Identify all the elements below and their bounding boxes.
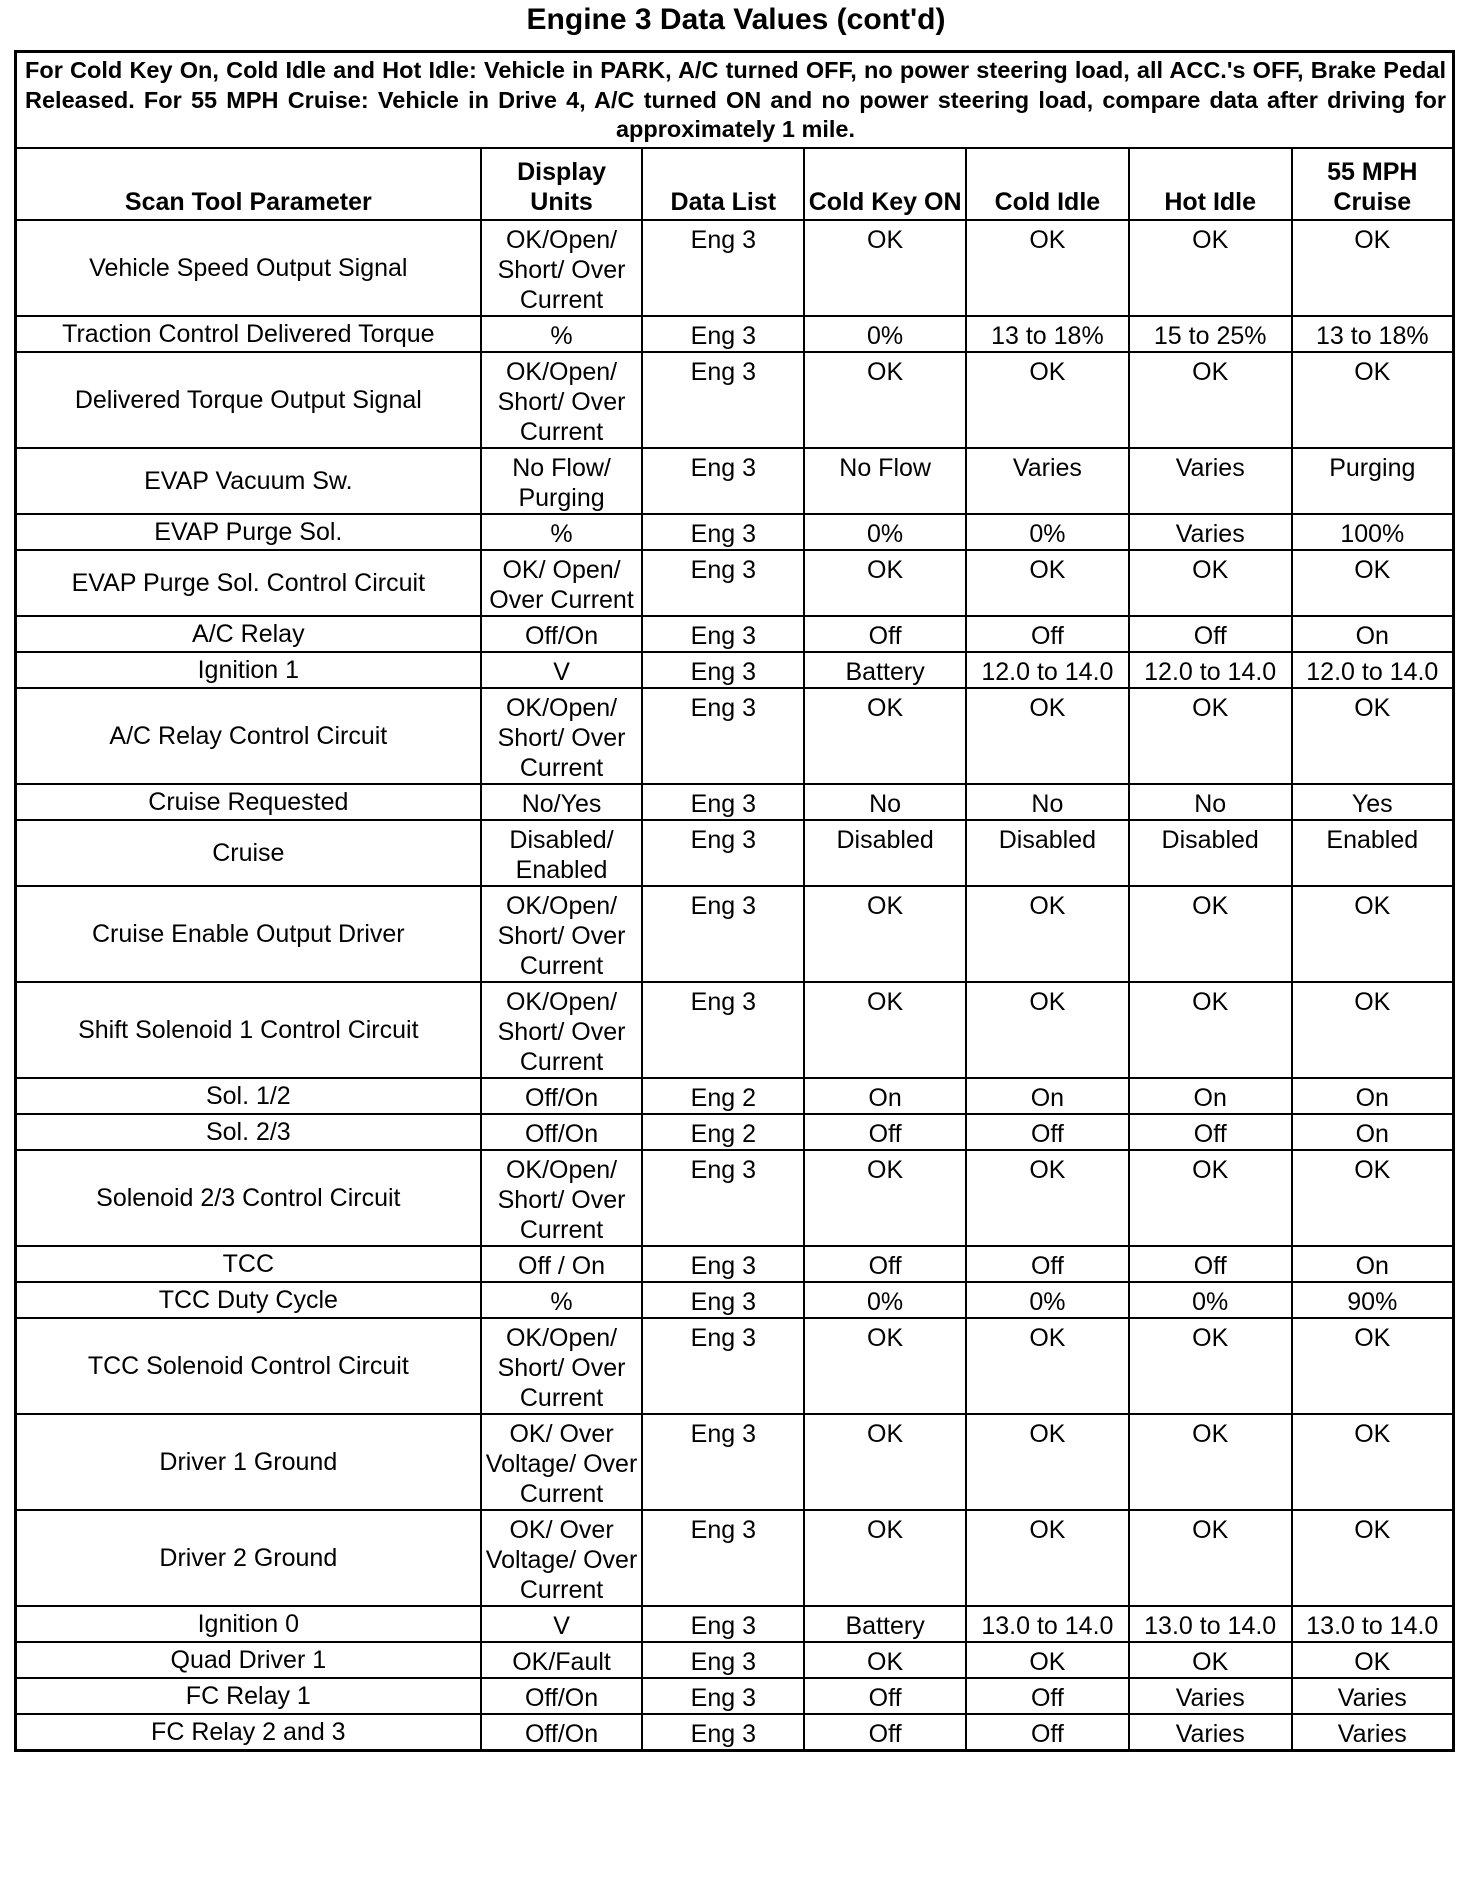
cell-cold-key-on: OK bbox=[804, 1510, 966, 1606]
cell-data-list: Eng 3 bbox=[642, 220, 804, 316]
cell-55-mph-cruise: OK bbox=[1292, 1510, 1454, 1606]
cell-parameter: FC Relay 1 bbox=[16, 1678, 481, 1714]
cell-cold-idle: OK bbox=[966, 1414, 1129, 1510]
table-row bbox=[16, 1678, 1454, 1714]
cell-cold-key-on: Battery bbox=[804, 652, 966, 688]
cell-cold-idle: OK bbox=[966, 886, 1129, 982]
cell-hot-idle: No bbox=[1129, 784, 1292, 820]
cell-hot-idle: 15 to 25% bbox=[1129, 316, 1292, 352]
cell-display-units: OK/Open/ Short/ Over Current bbox=[481, 1150, 643, 1246]
column-header-55-mph-cruise: 55 MPH Cruise bbox=[1292, 148, 1454, 220]
table-row bbox=[16, 1714, 1454, 1751]
cell-cold-key-on: OK bbox=[804, 1642, 966, 1678]
cell-cold-key-on: Off bbox=[804, 1678, 966, 1714]
cell-data-list: Eng 3 bbox=[642, 688, 804, 784]
header-row bbox=[16, 148, 1454, 220]
cell-display-units: Off/On bbox=[481, 1078, 643, 1114]
column-header-display-units: Display Units bbox=[481, 148, 643, 220]
cell-parameter: TCC Solenoid Control Circuit bbox=[16, 1318, 481, 1414]
cell-hot-idle: Disabled bbox=[1129, 820, 1292, 886]
table-row bbox=[16, 688, 1454, 784]
cell-display-units: % bbox=[481, 316, 643, 352]
page-title: Engine 3 Data Values (cont'd) bbox=[526, 3, 946, 36]
cell-hot-idle: Varies bbox=[1129, 1714, 1292, 1751]
cell-cold-key-on: Disabled bbox=[804, 820, 966, 886]
cell-cold-key-on: OK bbox=[804, 1318, 966, 1414]
cell-parameter: Driver 1 Ground bbox=[16, 1414, 481, 1510]
cell-hot-idle: OK bbox=[1129, 352, 1292, 448]
cell-55-mph-cruise: Purging bbox=[1292, 448, 1454, 514]
cell-parameter: EVAP Purge Sol. Control Circuit bbox=[16, 550, 481, 616]
cell-cold-key-on: On bbox=[804, 1078, 966, 1114]
cell-display-units: No/Yes bbox=[481, 784, 643, 820]
cell-cold-idle: Disabled bbox=[966, 820, 1129, 886]
cell-data-list: Eng 3 bbox=[642, 1642, 804, 1678]
cell-parameter: Sol. 2/3 bbox=[16, 1114, 481, 1150]
cell-cold-key-on: OK bbox=[804, 1414, 966, 1510]
cell-parameter: FC Relay 2 and 3 bbox=[16, 1714, 481, 1751]
cell-55-mph-cruise: OK bbox=[1292, 550, 1454, 616]
cell-display-units: OK/Open/ Short/ Over Current bbox=[481, 220, 643, 316]
cell-parameter: Quad Driver 1 bbox=[16, 1642, 481, 1678]
cell-cold-idle: 0% bbox=[966, 514, 1129, 550]
cell-display-units: Off/On bbox=[481, 1678, 643, 1714]
table-row bbox=[16, 1114, 1454, 1150]
cell-display-units: OK/Open/ Short/ Over Current bbox=[481, 688, 643, 784]
cell-55-mph-cruise: OK bbox=[1292, 688, 1454, 784]
table-row bbox=[16, 652, 1454, 688]
cell-hot-idle: 13.0 to 14.0 bbox=[1129, 1606, 1292, 1642]
cell-55-mph-cruise: 13 to 18% bbox=[1292, 316, 1454, 352]
cell-parameter: Driver 2 Ground bbox=[16, 1510, 481, 1606]
cell-parameter: Delivered Torque Output Signal bbox=[16, 352, 481, 448]
cell-hot-idle: On bbox=[1129, 1078, 1292, 1114]
cell-parameter: Vehicle Speed Output Signal bbox=[16, 220, 481, 316]
column-header-data-list: Data List bbox=[642, 148, 804, 220]
cell-data-list: Eng 3 bbox=[642, 982, 804, 1078]
cell-data-list: Eng 3 bbox=[642, 1150, 804, 1246]
cell-cold-idle: 0% bbox=[966, 1282, 1129, 1318]
cell-cold-idle: OK bbox=[966, 220, 1129, 316]
table-row bbox=[16, 1414, 1454, 1510]
cell-cold-key-on: OK bbox=[804, 550, 966, 616]
cell-parameter: Traction Control Delivered Torque bbox=[16, 316, 481, 352]
engine-data-table bbox=[14, 50, 1455, 1752]
cell-hot-idle: OK bbox=[1129, 886, 1292, 982]
cell-55-mph-cruise: OK bbox=[1292, 982, 1454, 1078]
cell-cold-idle: 13 to 18% bbox=[966, 316, 1129, 352]
table-row bbox=[16, 1642, 1454, 1678]
cell-parameter: Ignition 1 bbox=[16, 652, 481, 688]
cell-cold-key-on: OK bbox=[804, 352, 966, 448]
table-row bbox=[16, 1606, 1454, 1642]
cell-cold-key-on: OK bbox=[804, 688, 966, 784]
cell-display-units: No Flow/ Purging bbox=[481, 448, 643, 514]
cell-display-units: % bbox=[481, 1282, 643, 1318]
cell-55-mph-cruise: OK bbox=[1292, 1318, 1454, 1414]
column-header-cold-idle: Cold Idle bbox=[966, 148, 1129, 220]
cell-display-units: OK/ Over Voltage/ Over Current bbox=[481, 1414, 643, 1510]
cell-55-mph-cruise: OK bbox=[1292, 1414, 1454, 1510]
cell-display-units: V bbox=[481, 1606, 643, 1642]
cell-data-list: Eng 3 bbox=[642, 1246, 804, 1282]
table-row bbox=[16, 784, 1454, 820]
cell-hot-idle: Off bbox=[1129, 1246, 1292, 1282]
cell-55-mph-cruise: OK bbox=[1292, 352, 1454, 448]
cell-55-mph-cruise: OK bbox=[1292, 1642, 1454, 1678]
cell-data-list: Eng 3 bbox=[642, 820, 804, 886]
cell-55-mph-cruise: 13.0 to 14.0 bbox=[1292, 1606, 1454, 1642]
cell-cold-key-on: Battery bbox=[804, 1606, 966, 1642]
cell-hot-idle: OK bbox=[1129, 1642, 1292, 1678]
cell-55-mph-cruise: Enabled bbox=[1292, 820, 1454, 886]
cell-parameter: Sol. 1/2 bbox=[16, 1078, 481, 1114]
cell-data-list: Eng 3 bbox=[642, 550, 804, 616]
table-row bbox=[16, 820, 1454, 886]
table-row bbox=[16, 352, 1454, 448]
cell-cold-key-on: 0% bbox=[804, 316, 966, 352]
cell-display-units: OK/Open/ Short/ Over Current bbox=[481, 982, 643, 1078]
cell-cold-idle: Off bbox=[966, 1678, 1129, 1714]
cell-55-mph-cruise: On bbox=[1292, 1078, 1454, 1114]
cell-cold-key-on: No Flow bbox=[804, 448, 966, 514]
cell-display-units: Off/On bbox=[481, 1714, 643, 1751]
table-row bbox=[16, 1078, 1454, 1114]
cell-parameter: A/C Relay bbox=[16, 616, 481, 652]
note-row bbox=[16, 52, 1454, 148]
cell-cold-idle: Varies bbox=[966, 448, 1129, 514]
cell-parameter: Cruise bbox=[16, 820, 481, 886]
cell-parameter: Ignition 0 bbox=[16, 1606, 481, 1642]
cell-cold-idle: OK bbox=[966, 1642, 1129, 1678]
table-row bbox=[16, 1150, 1454, 1246]
cell-data-list: Eng 3 bbox=[642, 784, 804, 820]
table-row bbox=[16, 1246, 1454, 1282]
cell-cold-idle: OK bbox=[966, 688, 1129, 784]
cell-display-units: Off/On bbox=[481, 1114, 643, 1150]
table-row bbox=[16, 550, 1454, 616]
cell-cold-key-on: 0% bbox=[804, 1282, 966, 1318]
table-row bbox=[16, 982, 1454, 1078]
cell-55-mph-cruise: OK bbox=[1292, 1150, 1454, 1246]
cell-parameter: EVAP Purge Sol. bbox=[16, 514, 481, 550]
cell-parameter: Cruise Requested bbox=[16, 784, 481, 820]
cell-55-mph-cruise: On bbox=[1292, 1114, 1454, 1150]
cell-parameter: Solenoid 2/3 Control Circuit bbox=[16, 1150, 481, 1246]
cell-display-units: OK/ Open/ Over Current bbox=[481, 550, 643, 616]
cell-cold-idle: 12.0 to 14.0 bbox=[966, 652, 1129, 688]
cell-hot-idle: Varies bbox=[1129, 448, 1292, 514]
cell-hot-idle: Off bbox=[1129, 616, 1292, 652]
cell-cold-idle: OK bbox=[966, 550, 1129, 616]
cell-display-units: OK/Open/ Short/ Over Current bbox=[481, 352, 643, 448]
table-row bbox=[16, 1282, 1454, 1318]
cell-cold-idle: OK bbox=[966, 1318, 1129, 1414]
column-header-hot-idle: Hot Idle bbox=[1129, 148, 1292, 220]
cell-data-list: Eng 3 bbox=[642, 1678, 804, 1714]
cell-cold-key-on: OK bbox=[804, 886, 966, 982]
cell-hot-idle: OK bbox=[1129, 220, 1292, 316]
cell-55-mph-cruise: OK bbox=[1292, 886, 1454, 982]
cell-cold-key-on: Off bbox=[804, 616, 966, 652]
cell-display-units: Off/On bbox=[481, 616, 643, 652]
cell-display-units: OK/Open/ Short/ Over Current bbox=[481, 1318, 643, 1414]
cell-55-mph-cruise: 12.0 to 14.0 bbox=[1292, 652, 1454, 688]
cell-data-list: Eng 3 bbox=[642, 616, 804, 652]
cell-hot-idle: Off bbox=[1129, 1114, 1292, 1150]
cell-data-list: Eng 2 bbox=[642, 1114, 804, 1150]
cell-cold-idle: On bbox=[966, 1078, 1129, 1114]
cell-hot-idle: Varies bbox=[1129, 1678, 1292, 1714]
cell-55-mph-cruise: OK bbox=[1292, 220, 1454, 316]
cell-display-units: % bbox=[481, 514, 643, 550]
conditions-note: For Cold Key On, Cold Idle and Hot Idle: Vehicle in PARK, A/C turned OFF, no power steering load, all ACC.'s OFF, Brake Pedal Released. For 55 MPH Cruise: Vehicle in Drive 4, A/C turned ON and no power steering load, compare data after driving for approximately 1 mile. bbox=[16, 52, 1454, 148]
table-row bbox=[16, 886, 1454, 982]
cell-parameter: Cruise Enable Output Driver bbox=[16, 886, 481, 982]
cell-parameter: TCC bbox=[16, 1246, 481, 1282]
cell-cold-idle: OK bbox=[966, 1150, 1129, 1246]
table-row bbox=[16, 1510, 1454, 1606]
cell-55-mph-cruise: Varies bbox=[1292, 1714, 1454, 1751]
cell-parameter: TCC Duty Cycle bbox=[16, 1282, 481, 1318]
cell-cold-idle: OK bbox=[966, 352, 1129, 448]
table-row bbox=[16, 514, 1454, 550]
cell-55-mph-cruise: 100% bbox=[1292, 514, 1454, 550]
cell-cold-key-on: No bbox=[804, 784, 966, 820]
cell-parameter: EVAP Vacuum Sw. bbox=[16, 448, 481, 514]
cell-data-list: Eng 3 bbox=[642, 448, 804, 514]
cell-cold-idle: 13.0 to 14.0 bbox=[966, 1606, 1129, 1642]
cell-cold-idle: Off bbox=[966, 1246, 1129, 1282]
column-header-parameter: Scan Tool Parameter bbox=[16, 148, 481, 220]
cell-cold-key-on: Off bbox=[804, 1714, 966, 1751]
cell-55-mph-cruise: Varies bbox=[1292, 1678, 1454, 1714]
cell-display-units: Off / On bbox=[481, 1246, 643, 1282]
cell-cold-idle: No bbox=[966, 784, 1129, 820]
cell-cold-idle: OK bbox=[966, 1510, 1129, 1606]
table-row bbox=[16, 448, 1454, 514]
cell-55-mph-cruise: On bbox=[1292, 1246, 1454, 1282]
cell-hot-idle: OK bbox=[1129, 1510, 1292, 1606]
cell-hot-idle: OK bbox=[1129, 688, 1292, 784]
cell-cold-key-on: Off bbox=[804, 1114, 966, 1150]
cell-cold-idle: OK bbox=[966, 982, 1129, 1078]
table-row bbox=[16, 220, 1454, 316]
cell-hot-idle: OK bbox=[1129, 550, 1292, 616]
cell-data-list: Eng 2 bbox=[642, 1078, 804, 1114]
cell-display-units: OK/ Over Voltage/ Over Current bbox=[481, 1510, 643, 1606]
cell-display-units: Disabled/ Enabled bbox=[481, 820, 643, 886]
cell-data-list: Eng 3 bbox=[642, 1510, 804, 1606]
table-row bbox=[16, 616, 1454, 652]
cell-hot-idle: OK bbox=[1129, 1414, 1292, 1510]
cell-data-list: Eng 3 bbox=[642, 1714, 804, 1751]
cell-55-mph-cruise: 90% bbox=[1292, 1282, 1454, 1318]
cell-cold-idle: Off bbox=[966, 616, 1129, 652]
cell-data-list: Eng 3 bbox=[642, 886, 804, 982]
cell-data-list: Eng 3 bbox=[642, 1606, 804, 1642]
cell-cold-key-on: OK bbox=[804, 1150, 966, 1246]
cell-cold-idle: Off bbox=[966, 1114, 1129, 1150]
cell-data-list: Eng 3 bbox=[642, 352, 804, 448]
cell-parameter: A/C Relay Control Circuit bbox=[16, 688, 481, 784]
cell-hot-idle: 12.0 to 14.0 bbox=[1129, 652, 1292, 688]
cell-hot-idle: OK bbox=[1129, 1318, 1292, 1414]
cell-data-list: Eng 3 bbox=[642, 316, 804, 352]
cell-cold-key-on: Off bbox=[804, 1246, 966, 1282]
cell-55-mph-cruise: Yes bbox=[1292, 784, 1454, 820]
table-row bbox=[16, 316, 1454, 352]
cell-display-units: OK/Open/ Short/ Over Current bbox=[481, 886, 643, 982]
cell-data-list: Eng 3 bbox=[642, 652, 804, 688]
cell-data-list: Eng 3 bbox=[642, 1414, 804, 1510]
cell-data-list: Eng 3 bbox=[642, 1318, 804, 1414]
cell-hot-idle: Varies bbox=[1129, 514, 1292, 550]
cell-cold-key-on: 0% bbox=[804, 514, 966, 550]
column-header-cold-key-on: Cold Key ON bbox=[804, 148, 966, 220]
cell-hot-idle: 0% bbox=[1129, 1282, 1292, 1318]
cell-display-units: OK/Fault bbox=[481, 1642, 643, 1678]
cell-cold-key-on: OK bbox=[804, 220, 966, 316]
table-row bbox=[16, 1318, 1454, 1414]
cell-cold-key-on: OK bbox=[804, 982, 966, 1078]
cell-hot-idle: OK bbox=[1129, 1150, 1292, 1246]
cell-55-mph-cruise: On bbox=[1292, 616, 1454, 652]
cell-data-list: Eng 3 bbox=[642, 514, 804, 550]
cell-cold-idle: Off bbox=[966, 1714, 1129, 1751]
cell-data-list: Eng 3 bbox=[642, 1282, 804, 1318]
cell-display-units: V bbox=[481, 652, 643, 688]
cell-hot-idle: OK bbox=[1129, 982, 1292, 1078]
cell-parameter: Shift Solenoid 1 Control Circuit bbox=[16, 982, 481, 1078]
